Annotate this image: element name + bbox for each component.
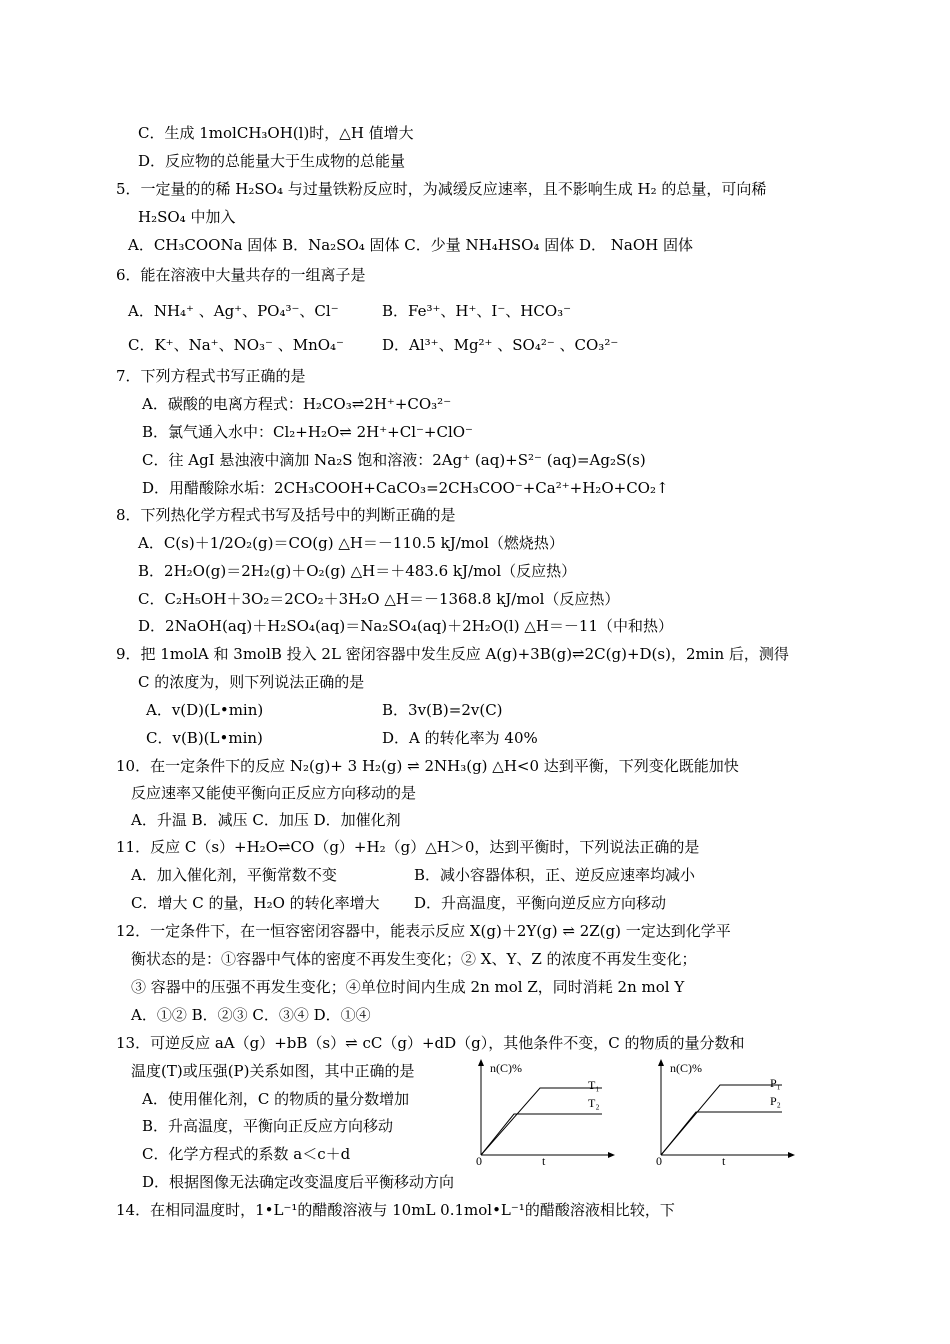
q6-option-a: A．NH₄⁺ 、Ag⁺、PO₄³⁻、Cl⁻ <box>128 302 339 320</box>
q8-option-b: B．2H₂O(g)＝2H₂(g)＋O₂(g) △H＝＋483.6 kJ/mol（反应热） <box>138 562 577 580</box>
q9-stem: 9．把 1molA 和 3molB 投入 2L 密闭容器中发生反应 A(g)+3B(g)⇌2C(g)+D(s)，2min 后，测得 <box>116 645 789 663</box>
x-axis-label: t <box>722 1154 726 1168</box>
q6-option-b: B．Fe³⁺、H⁺、I⁻、HCO₃⁻ <box>382 302 572 320</box>
q13-graph-temperature <box>470 1055 620 1170</box>
q13-option-d: D．根据图像无法确定改变温度后平衡移动方向 <box>142 1173 455 1191</box>
curve-label-p1: P₁ <box>770 1076 781 1090</box>
origin-label: 0 <box>476 1154 482 1168</box>
q5-options: A．CH₃COONa 固体 B．Na₂SO₄ 固体 C．少量 NH₄HSO₄ 固体 D． NaOH 固体 <box>128 236 693 254</box>
q11-option-d: D．升高温度，平衡向逆反应方向移动 <box>414 894 667 912</box>
q13-option-c: C．化学方程式的系数 a＜c＋d <box>142 1145 351 1163</box>
x-axis-arrow <box>788 1152 795 1158</box>
q6-stem: 6．能在溶液中大量共存的一组离子是 <box>116 266 366 284</box>
q6-option-d: D．Al³⁺、Mg²⁺ 、SO₄²⁻ 、CO₃²⁻ <box>382 336 619 354</box>
q13-stem: 13．可逆反应 aA（g）+bB（s）⇌ cC（g）+dD（g），其他条件不变，C 的物质的量分数和 <box>116 1034 745 1052</box>
q10-options: A．升温 B．减压 C．加压 D．加催化剂 <box>131 811 401 829</box>
q7-option-b: B．氯气通入水中：Cl₂+H₂O⇌ 2H⁺+Cl⁻+ClO⁻ <box>142 423 473 441</box>
q10-stem-cont: 反应速率又能使平衡向正反应方向移动的是 <box>131 784 417 802</box>
q8-option-d: D．2NaOH(aq)＋H₂SO₄(aq)＝Na₂SO₄(aq)＋2H₂O(l) △H＝－11（中和热） <box>138 617 674 635</box>
curve-label-t1: T₁ <box>588 1078 600 1092</box>
x-axis-label: t <box>542 1154 546 1168</box>
q13-option-b: B．升高温度，平衡向正反应方向移动 <box>142 1117 394 1135</box>
q8-option-c: C．C₂H₅OH＋3O₂＝2CO₂＋3H₂O △H＝－1368.8 kJ/mol（反应热） <box>138 590 620 608</box>
q12-stem-cont1: 衡状态的是：①容器中气体的密度不再发生变化；② X、Y、Z 的浓度不再发生变化； <box>131 950 697 968</box>
q12-stem: 12．一定条件下，在一恒容密闭容器中，能表示反应 X(g)＋2Y(g) ⇌ 2Z(g) 一定达到化学平 <box>116 922 731 940</box>
q4-option-d: D．反应物的总能量大于生成物的总能量 <box>138 152 406 170</box>
origin-label: 0 <box>656 1154 662 1168</box>
q8-stem: 8．下列热化学方程式书写及括号中的判断正确的是 <box>116 506 456 524</box>
q8-option-a: A．C(s)＋1/2O₂(g)＝CO(g) △H＝－110.5 kJ/mol（燃烧热） <box>138 534 564 552</box>
q9-option-a: A．v(D)(L•min) <box>146 701 264 719</box>
q7-option-a: A．碳酸的电离方程式：H₂CO₃⇌2H⁺+CO₃²⁻ <box>142 395 452 413</box>
q11-option-c: C．增大 C 的量，H₂O 的转化率增大 <box>131 894 380 912</box>
q6-option-c: C．K⁺、Na⁺、NO₃⁻ 、MnO₄⁻ <box>128 336 344 354</box>
y-axis-arrow <box>478 1059 484 1066</box>
q12-stem-cont2: ③ 容器中的压强不再发生变化；④单位时间内生成 2n mol Z，同时消耗 2n mol Y <box>131 978 685 996</box>
curve-p1 <box>661 1085 782 1155</box>
y-axis-arrow <box>658 1059 664 1066</box>
q14-stem: 14．在相同温度时，1•L⁻¹的醋酸溶液与 10mL 0.1mol•L⁻¹的醋酸溶液相比较，下 <box>116 1201 675 1219</box>
q9-option-d: D．A 的转化率为 40% <box>382 729 538 747</box>
q12-options: A．①② B．②③ C．③④ D．①④ <box>131 1006 371 1024</box>
q7-stem: 7．下列方程式书写正确的是 <box>116 367 306 385</box>
q5-stem-cont: H₂SO₄ 中加入 <box>138 208 236 226</box>
curve-label-t2: T₂ <box>588 1096 600 1110</box>
y-axis-label: n(C)% <box>670 1061 702 1075</box>
q9-option-b: B．3v(B)=2v(C) <box>382 701 503 719</box>
q11-option-b: B．减小容器体积，正、逆反应速率均减小 <box>414 866 696 884</box>
q9-stem-cont: C 的浓度为，则下列说法正确的是 <box>138 673 365 691</box>
q11-stem: 11．反应 C（s）+H₂O⇌CO（g）+H₂（g）△H＞0，达到平衡时，下列说法正确的是 <box>116 838 700 856</box>
x-axis-arrow <box>608 1152 615 1158</box>
q5-stem: 5．一定量的的稀 H₂SO₄ 与过量铁粉反应时，为减缓反应速率，且不影响生成 H₂ 的总量，可向稀 <box>116 180 767 198</box>
q11-option-a: A．加入催化剂，平衡常数不变 <box>131 866 337 884</box>
q4-option-c: C．生成 1molCH₃OH(l)时，△H 值增大 <box>138 124 414 142</box>
q13-graph-pressure <box>650 1055 800 1170</box>
q7-option-c: C．往 AgI 悬浊液中滴加 Na₂S 饱和溶液：2Ag⁺ (aq)+S²⁻ (aq)=Ag₂S(s) <box>142 451 646 469</box>
q13-stem-cont: 温度(T)或压强(P)关系如图，其中正确的是 <box>131 1062 415 1080</box>
q10-stem: 10．在一定条件下的反应 N₂(g)+ 3 H₂(g) ⇌ 2NH₃(g) △H<0 达到平衡，下列变化既能加快 <box>116 757 739 775</box>
curve-t1 <box>481 1088 602 1155</box>
curve-label-p2: P₂ <box>770 1094 781 1108</box>
q7-option-d: D．用醋酸除水垢：2CH₃COOH+CaCO₃=2CH₃COO⁻+Ca²⁺+H₂O+CO₂↑ <box>142 479 669 497</box>
y-axis-label: n(C)% <box>490 1061 522 1075</box>
q9-option-c: C．v(B)(L•min) <box>146 729 263 747</box>
q13-option-a: A．使用催化剂，C 的物质的量分数增加 <box>142 1090 410 1108</box>
